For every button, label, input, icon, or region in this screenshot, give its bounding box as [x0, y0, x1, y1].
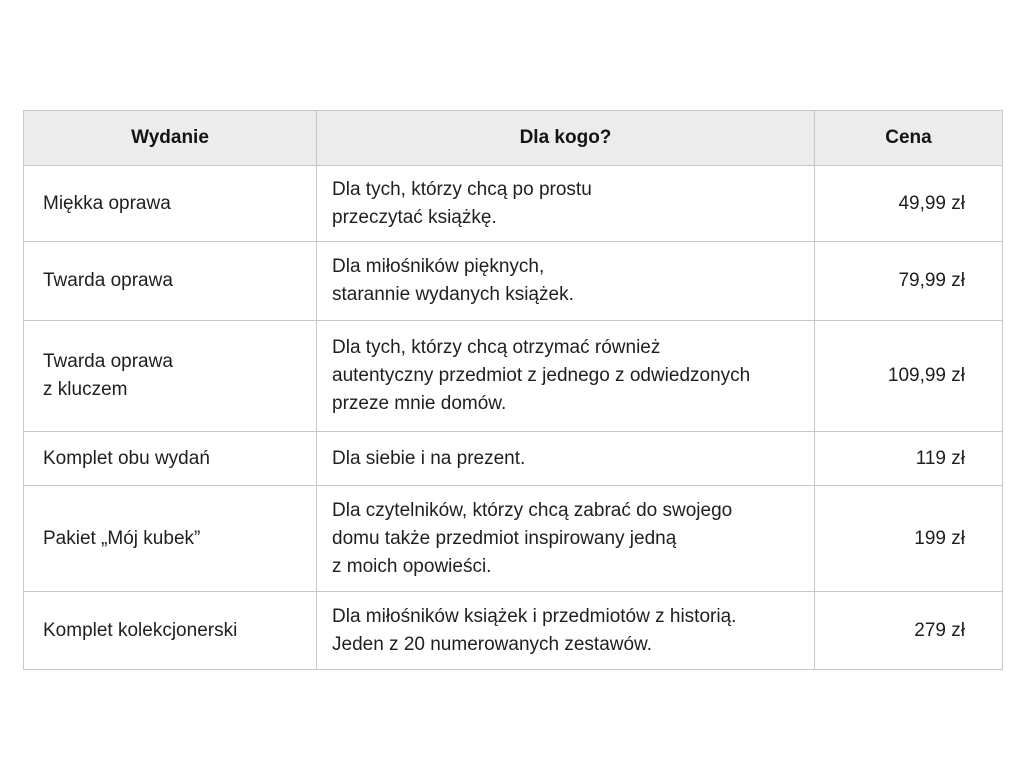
for-whom-text: przeczytać książkę.: [332, 206, 497, 228]
for-whom-text: autentyczny przedmiot z jednego z odwiedzonych: [332, 365, 751, 386]
header-price: Cena: [815, 111, 1003, 166]
edition-cell: [24, 166, 317, 242]
table-row: [24, 321, 1003, 432]
edition-cell: [24, 321, 317, 432]
header-edition: Wydanie: [24, 111, 317, 166]
for-whom-cell: [317, 432, 815, 486]
for-whom-text: Dla miłośników pięknych,: [332, 256, 545, 277]
for-whom-text: Dla tych, którzy chcą otrzymać również: [332, 337, 661, 358]
for-whom-text: z moich opowieści.: [332, 555, 492, 577]
table-header: [24, 111, 1003, 166]
price-cell: 79,99 zł: [815, 242, 1003, 321]
for-whom-text: domu także przedmiot inspirowany jedną: [332, 527, 677, 549]
price-cell: 279 zł: [815, 592, 1003, 670]
price-cell: 49,99 zł: [815, 166, 1003, 242]
for-whom-cell: [317, 592, 815, 670]
table-row: [24, 592, 1003, 670]
for-whom-text: przeze mnie domów.: [332, 393, 507, 414]
for-whom-text: Dla miłośników książek i przedmiotów z historią.: [332, 605, 737, 627]
edition-text: Miękka oprawa: [43, 192, 171, 214]
for-whom-text: Dla czytelników, którzy chcą zabrać do swojego: [332, 499, 733, 521]
edition-cell: [24, 432, 317, 486]
edition-cell: [24, 592, 317, 670]
for-whom-cell: [317, 242, 815, 321]
table-row: [24, 242, 1003, 321]
for-whom-cell: [317, 321, 815, 432]
header-row: [24, 111, 1003, 166]
table-row: [24, 486, 1003, 592]
price-cell: 199 zł: [815, 486, 1003, 592]
edition-cell: [24, 242, 317, 321]
for-whom-text: Jeden z 20 numerowanych zestawów.: [332, 633, 653, 655]
edition-text: Pakiet „Mój kubek”: [43, 527, 201, 549]
for-whom-text: Dla tych, którzy chcą po prostu: [332, 178, 592, 200]
edition-cell: [24, 486, 317, 592]
edition-text: z kluczem: [43, 379, 128, 400]
table-body: [24, 166, 1003, 670]
for-whom-text: Dla siebie i na prezent.: [332, 447, 526, 469]
table-row: [24, 166, 1003, 242]
edition-text: Komplet kolekcjonerski: [43, 619, 238, 641]
for-whom-text: starannie wydanych książek.: [332, 284, 574, 305]
price-cell: 119 zł: [815, 432, 1003, 486]
edition-text: Twarda oprawa: [43, 270, 173, 291]
edition-text: Twarda oprawa: [43, 351, 173, 372]
for-whom-cell: [317, 486, 815, 592]
edition-price-table: [23, 110, 1003, 670]
edition-text: Komplet obu wydań: [43, 447, 210, 469]
price-cell: 109,99 zł: [815, 321, 1003, 432]
header-for-whom: Dla kogo?: [317, 111, 815, 166]
table-row: [24, 432, 1003, 486]
for-whom-cell: [317, 166, 815, 242]
